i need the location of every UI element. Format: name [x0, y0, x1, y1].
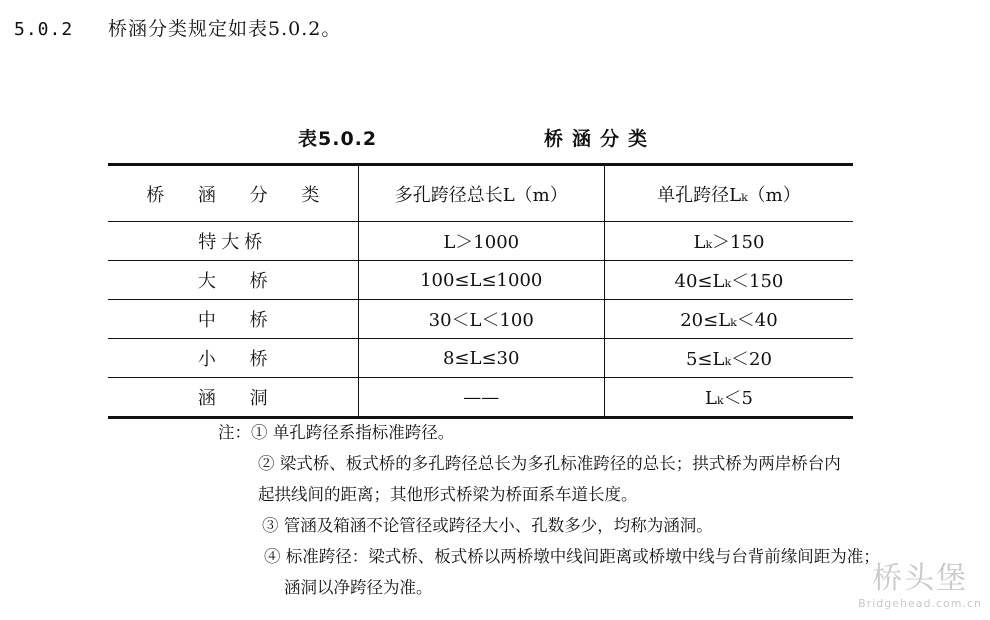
cell-category: 涵 洞: [108, 378, 358, 418]
cell-total-length: 100≤L≤1000: [358, 261, 604, 300]
watermark-logo: 桥头堡: [872, 561, 969, 596]
cell-single-span: 20≤Lₖ＜40: [604, 300, 853, 339]
note-4: ④ 标准跨径：梁式桥、板式桥以两桥墩中线间距离或桥墩中线与台背前缘间距为准；: [264, 547, 880, 566]
table-number: 表5.0.2: [298, 128, 378, 150]
note-2-continued: 起拱线间的距离；其他形式桥梁为桥面系车道长度。: [258, 485, 638, 504]
table-header-row: [108, 165, 853, 222]
cell-single-span: 5≤Lₖ＜20: [604, 339, 853, 378]
note-1: 注：① 单孔跨径系指标准跨径。: [218, 423, 455, 442]
cell-category: 特大桥: [108, 222, 358, 261]
section-heading: [14, 14, 341, 41]
section-number: 5.0.2: [14, 19, 74, 40]
classification-table: [108, 163, 853, 419]
cell-single-span: Lₖ＞150: [604, 222, 853, 261]
cell-total-length: ——: [358, 378, 604, 418]
table-title: 桥涵分类: [544, 128, 657, 150]
watermark: [858, 553, 982, 610]
cell-category: 大 桥: [108, 261, 358, 300]
cell-total-length: 30＜L＜100: [358, 300, 604, 339]
table-notes: [218, 417, 880, 603]
note-3: ③ 管涵及箱涵不论管径或跨径大小、孔数多少，均称为涵洞。: [262, 516, 713, 535]
header-single-span: 单孔跨径Lₖ（m）: [604, 165, 853, 222]
header-total-length: 多孔跨径总长L（m）: [358, 165, 604, 222]
note-4-continued: 涵洞以净跨径为准。: [284, 578, 433, 597]
table-row: [108, 378, 853, 418]
watermark-url: Bridgehead.com.cn: [858, 597, 982, 610]
cell-total-length: L＞1000: [358, 222, 604, 261]
table-caption: [108, 124, 853, 150]
note-2: ② 梁式桥、板式桥的多孔跨径总长为多孔标准跨径的总长；拱式桥为两岸桥台内: [258, 454, 841, 473]
table-row: [108, 261, 853, 300]
table-row: [108, 339, 853, 378]
table-row: [108, 222, 853, 261]
header-category: 桥 涵 分 类: [108, 165, 358, 222]
cell-single-span: 40≤Lₖ＜150: [604, 261, 853, 300]
section-text: 桥涵分类规定如表5.0.2。: [108, 18, 342, 40]
cell-single-span: Lₖ＜5: [604, 378, 853, 418]
table-row: [108, 300, 853, 339]
cell-total-length: 8≤L≤30: [358, 339, 604, 378]
cell-category: 小 桥: [108, 339, 358, 378]
cell-category: 中 桥: [108, 300, 358, 339]
